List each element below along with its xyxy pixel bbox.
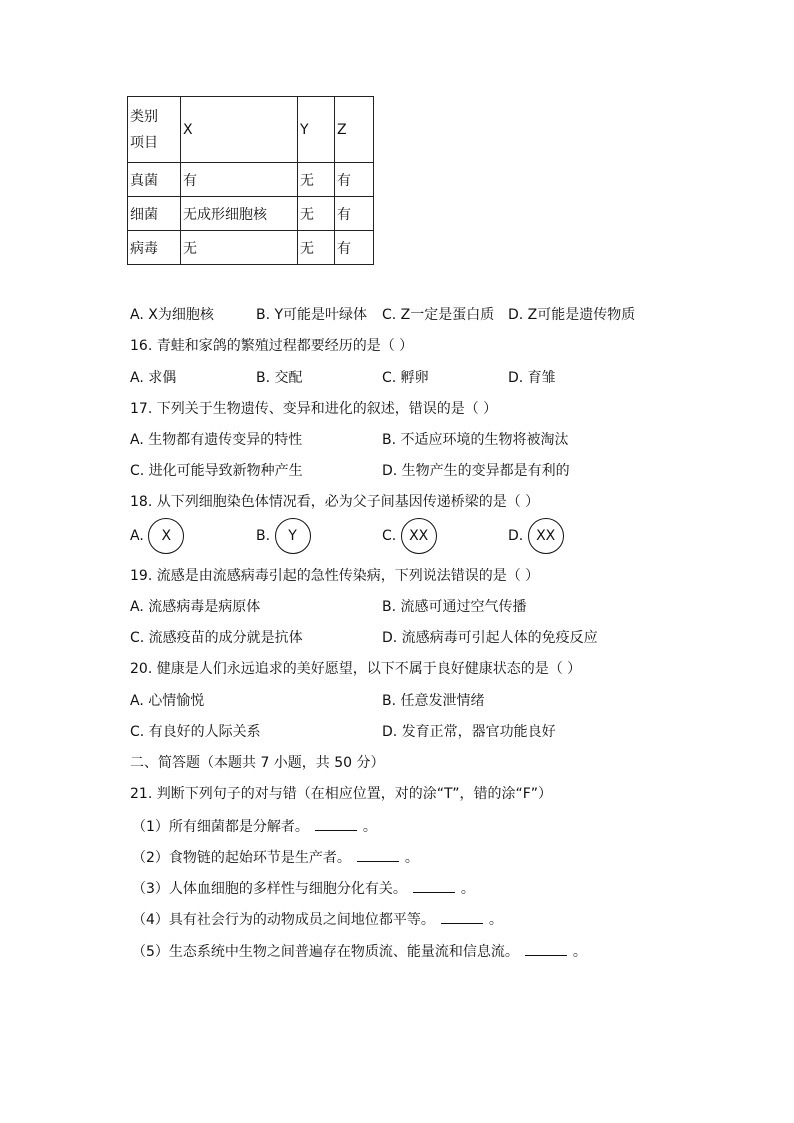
q21-item: （3）人体血细胞的多样性与细胞分化有关。 。: [132, 881, 475, 897]
q16-option-a: A. 求偶: [130, 370, 177, 386]
q18-option-a: A. X: [130, 518, 184, 554]
q19-option-a: A. 流感病毒是病原体: [130, 599, 261, 615]
q20-option-c: C. 有良好的人际关系: [130, 724, 261, 740]
q20-option-a: A. 心情愉悦: [130, 693, 205, 709]
q20-option-d: D. 发育正常，器官功能良好: [382, 724, 556, 740]
chromosome-circle-y: Y: [275, 518, 311, 554]
q21-item: （2）食物链的起始环节是生产者。 。: [132, 850, 419, 866]
q20-stem: 20. 健康是人们永远追求的美好愿望，以下不属于良好健康状态的是（ ）: [130, 661, 582, 677]
q15-option-a: A. X为细胞核: [130, 307, 214, 323]
q21-stem: 21. 判断下列句子的对与错（在相应位置，对的涂“T”，错的涂“F”）: [130, 786, 553, 802]
chromosome-circle-x: X: [148, 518, 184, 554]
answer-blank[interactable]: [441, 911, 483, 924]
q18-option-b: B. Y: [256, 518, 311, 554]
q19-stem: 19. 流感是由流感病毒引起的急性传染病，下列说法错误的是（ ）: [130, 568, 540, 584]
table-row: 真菌 有 无 有: [128, 163, 374, 197]
q18-stem: 18. 从下列细胞染色体情况看，必为父子间基因传递桥梁的是（ ）: [130, 494, 540, 510]
table-col-y: Y: [298, 97, 335, 163]
q17-option-d: D. 生物产生的变异都是有利的: [382, 463, 570, 479]
q17-option-a: A. 生物都有遗传变异的特性: [130, 432, 303, 448]
q21-item: （5）生态系统中生物之间普遍存在物质流、能量流和信息流。 。: [132, 944, 587, 960]
q16-option-b: B. 交配: [256, 370, 303, 386]
section-heading: 二、简答题（本题共 7 小题，共 50 分）: [130, 755, 385, 771]
answer-blank[interactable]: [413, 880, 455, 893]
q15-option-c: C. Z一定是蛋白质: [382, 307, 495, 323]
q17-option-b: B. 不适应环境的生物将被淘汰: [382, 432, 569, 448]
q21-item: （1）所有细菌都是分解者。 。: [132, 819, 377, 835]
q18-option-d: D. XX: [508, 518, 564, 554]
q15-option-d: D. Z可能是遗传物质: [508, 307, 636, 323]
classification-table: [127, 96, 374, 265]
answer-blank[interactable]: [357, 849, 399, 862]
q19-option-b: B. 流感可通过空气传播: [382, 599, 527, 615]
q19-option-c: C. 流感疫苗的成分就是抗体: [130, 630, 303, 646]
table-row: 细菌 无成形细胞核 无 有: [128, 197, 374, 231]
q20-option-b: B. 任意发泄情绪: [382, 693, 485, 709]
q16-stem: 16. 青蛙和家鸽的繁殖过程都要经历的是（ ）: [130, 338, 414, 354]
q16-option-c: C. 孵卵: [382, 370, 429, 386]
table-header-corner: 类别 项目: [128, 97, 181, 163]
q15-option-b: B. Y可能是叶绿体: [256, 307, 368, 323]
answer-blank[interactable]: [315, 818, 357, 831]
table-row: 病毒 无 无 有: [128, 231, 374, 265]
table-col-z: Z: [335, 97, 374, 163]
q21-item: （4）具有社会行为的动物成员之间地位都平等。 。: [132, 912, 503, 928]
q19-option-d: D. 流感病毒可引起人体的免疫反应: [382, 630, 598, 646]
q16-option-d: D. 育雏: [508, 370, 556, 386]
q17-stem: 17. 下列关于生物遗传、变异和进化的叙述，错误的是（ ）: [130, 401, 498, 417]
q18-option-c: C. XX: [382, 518, 437, 554]
chromosome-circle-xx-2: XX: [528, 518, 564, 554]
q17-option-c: C. 进化可能导致新物种产生: [130, 463, 303, 479]
chromosome-circle-xx: XX: [401, 518, 437, 554]
answer-blank[interactable]: [525, 943, 567, 956]
table-col-x: X: [181, 97, 298, 163]
